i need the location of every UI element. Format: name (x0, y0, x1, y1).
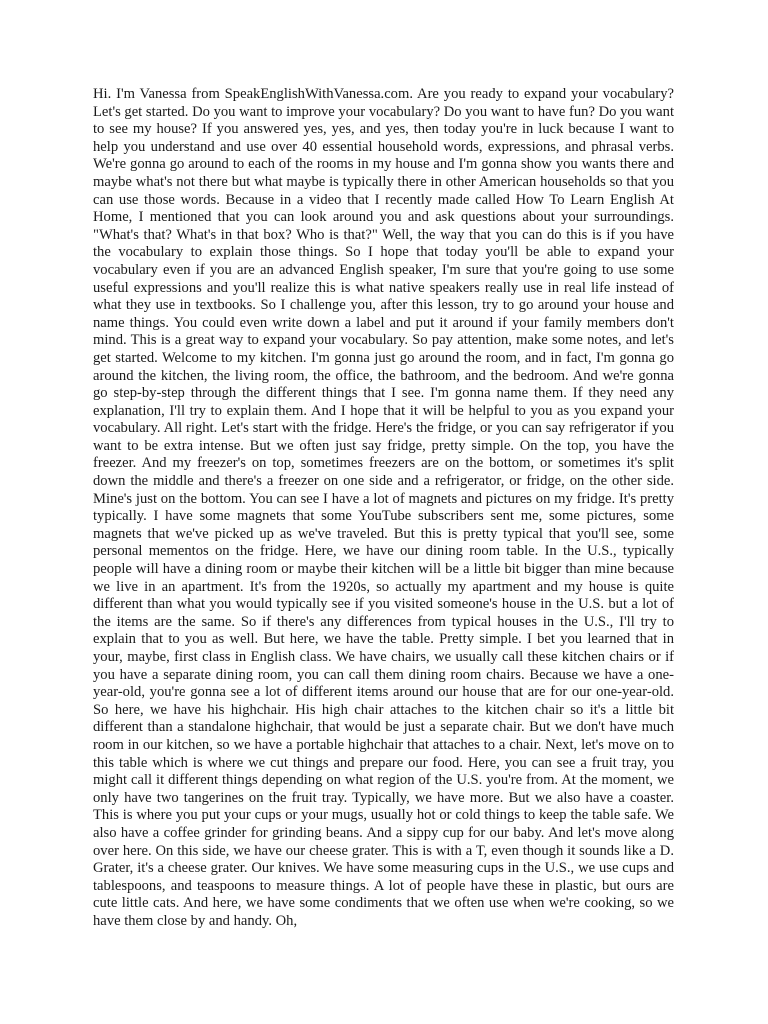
transcript-paragraph: Hi. I'm Vanessa from SpeakEnglishWithVanessa.com. Are you ready to expand your vocabulary? Let's get started. Do you want to improve your vocabulary? Do you want to have fun? Do you want to see my house? If you answered yes, yes, and yes, then today you're in luck because I want to help you understand and use over 40 essential household words, expressions, and phrasal verbs. We're gonna go around to each of the rooms in my house and I'm gonna show you wants there and maybe what's not there but what maybe is typically there in other American households so that you can use those words. Because in a video that I recently made called How To Learn English At Home, I mentioned that you can look around you and ask questions about your surroundings. "What's that? What's in that box? Who is that?" Well, the way that you can do this is if you have the vocabulary to explain those things. So I hope that today you'll be able to expand your vocabulary even if you are an advanced English speaker, I'm sure that you're going to use some useful expressions and you'll realize this is what native speakers really use in real life instead of what they use in textbooks. So I challenge you, after this lesson, try to go around your house and name things. You could even write down a label and put it around if your family members don't mind. This is a great way to expand your vocabulary. So pay attention, make some notes, and let's get started. Welcome to my kitchen. I'm gonna just go around the room, and in fact, I'm gonna go around the kitchen, the living room, the office, the bathroom, and the bedroom. And we're gonna go step-by-step through the different things that I see. I'm gonna name them. If they need any explanation, I'll try to explain them. And I hope that it will be helpful to you as you expand your vocabulary. All right. Let's start with the fridge. Here's the fridge, or you can say refrigerator if you want to be extra intense. But we often just say fridge, pretty simple. On the top, you have the freezer. And my freezer's on top, sometimes freezers are on the bottom, or sometimes it's split down the middle and there's a freezer on one side and a refrigerator, or fridge, on the other side. Mine's just on the bottom. You can see I have a lot of magnets and pictures on my fridge. It's pretty typically. I have some magnets that some YouTube subscribers sent me, some pictures, some magnets that we've picked up as we've traveled. But this is pretty typical that you'll see, some personal mementos on the fridge. Here, we have our dining room table. In the U.S., typically people will have a dining room or maybe their kitchen will be a little bit bigger than mine because we live in an apartment. It's from the 1920s, so actually my apartment and my house is quite different than what you would typically see if you visited someone's house in the U.S. but a lot of the items are the same. So if there's any differences from typical houses in the U.S., I'll try to explain that to you as well. But here, we have the table. Pretty simple. I bet you learned that in your, maybe, first class in English class. We have chairs, we usually call these kitchen chairs or if you have a separate dining room, you can call them dining room chairs. Because we have a one-year-old, you're gonna see a lot of different items around our house that are for our one-year-old. So here, we have his highchair. His high chair attaches to the kitchen chair so it's a little bit different than a standalone highchair, that would be just a separate chair. But we don't have much room in our kitchen, so we have a portable highchair that attaches to a chair. Next, let's move on to this table which is where we cut things and prepare our food. Here, you can see a fruit tray, you might call it different things depending on what region of the U.S. you're from. At the moment, we only have two tangerines on the fruit tray. Typically, we have more. But we also have a coaster. This is where you put your cups or your mugs, usually hot or cold things to keep the table safe. We also have a coffee grinder for grinding beans. And a sippy cup for our baby. And let's move along over here. On this side, we have our cheese grater. This is with a T, even though it sounds like a D. Grater, it's a cheese grater. Our knives. We have some measuring cups in the U.S., we use cups and tablespoons, and teaspoons to measure things. A lot of people have these in plastic, but ours are cute little cats. And here, we have some condiments that we often use when we're cooking, so we have them close by and handy. Oh, (93, 86, 674, 929)
